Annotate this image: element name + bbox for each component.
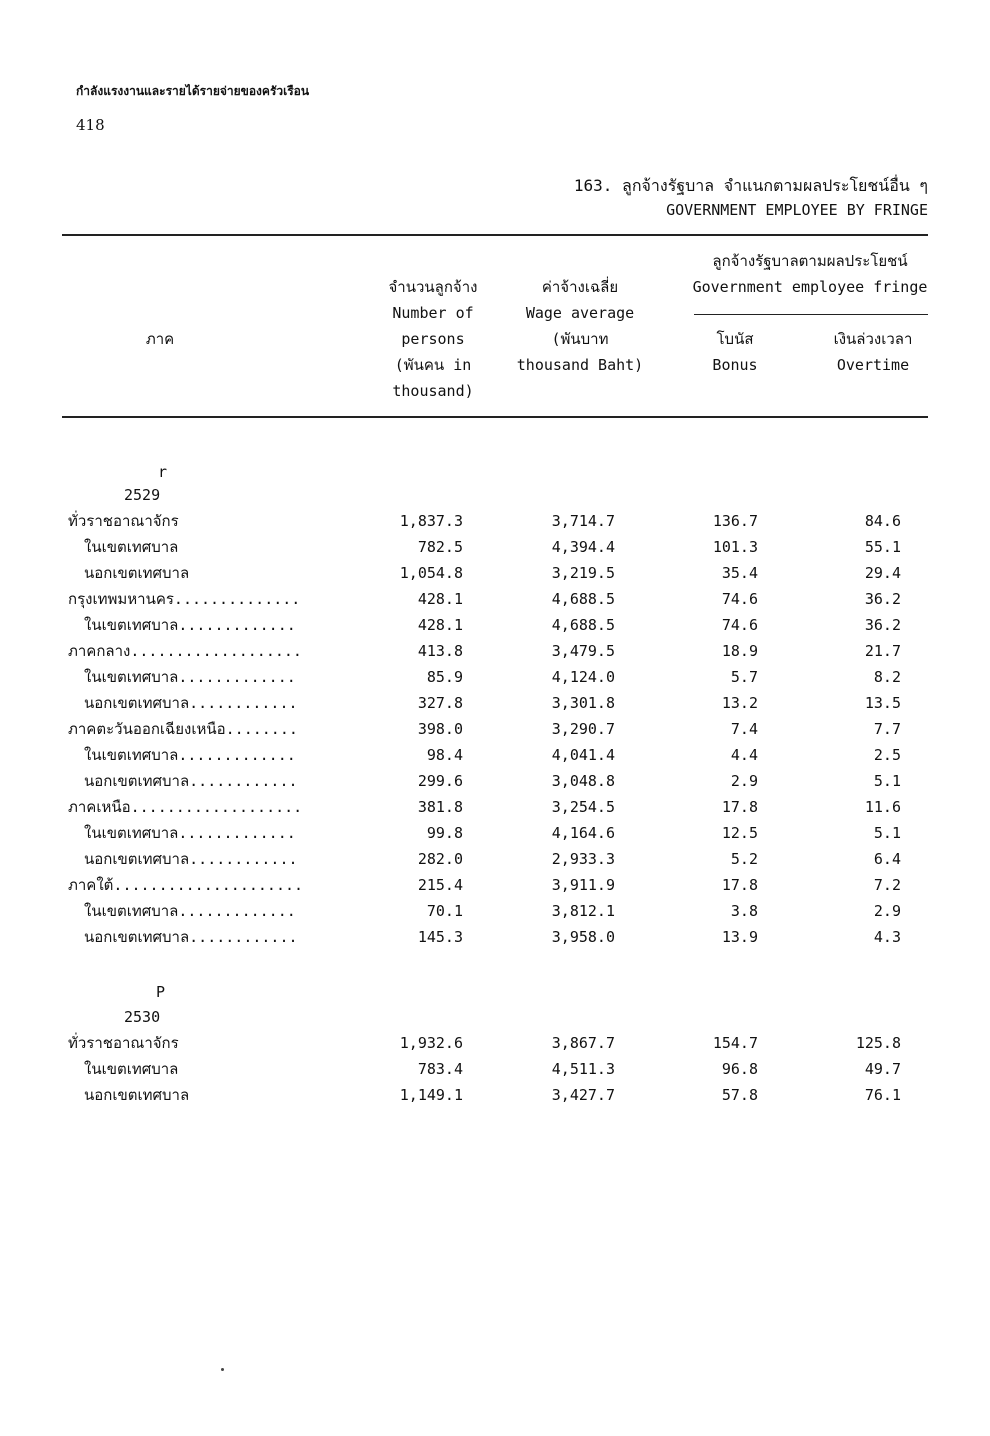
overtime-value: 21.7 — [864, 642, 901, 660]
bonus-value: 3.8 — [730, 902, 758, 920]
header-overtime-line: เงินล่วงเวลา — [833, 330, 913, 348]
overtime-value: 8.2 — [873, 668, 901, 686]
header-persons-line: thousand) — [392, 382, 474, 400]
table-row — [0, 716, 990, 742]
overtime-value: 5.1 — [873, 772, 901, 790]
wage-value: 4,394.4 — [551, 538, 615, 556]
overtime-value: 13.5 — [864, 694, 901, 712]
table-row — [0, 638, 990, 664]
bonus-value: 96.8 — [721, 1060, 758, 1078]
table-row — [0, 586, 990, 612]
wage-value: 3,427.7 — [551, 1086, 615, 1104]
wage-value: 4,688.5 — [551, 590, 615, 608]
bonus-value: 74.6 — [721, 590, 758, 608]
wage-value: 3,048.8 — [551, 772, 615, 790]
persons-value: 398.0 — [417, 720, 463, 738]
overtime-value: 7.2 — [873, 876, 901, 894]
wage-value: 3,958.0 — [551, 928, 615, 946]
section-year: 2529 — [124, 486, 161, 504]
region-label: ภาคใต้..................... — [68, 876, 304, 894]
table-row — [0, 690, 990, 716]
wage-value: 4,164.6 — [551, 824, 615, 842]
overtime-value: 2.9 — [873, 902, 901, 920]
bonus-value: 101.3 — [712, 538, 758, 556]
overtime-value: 36.2 — [864, 616, 901, 634]
wage-value: 3,290.7 — [551, 720, 615, 738]
overtime-value: 76.1 — [864, 1086, 901, 1104]
header-fringe-line: ลูกจ้างรัฐบาลตามผลประโยชน์ — [712, 252, 908, 270]
region-label: นอกเขตเทศบาล — [84, 564, 190, 582]
overtime-value: 11.6 — [864, 798, 901, 816]
page-number: 418 — [76, 116, 105, 134]
header-wage-line: (พันบาท — [551, 330, 609, 348]
table-row — [0, 820, 990, 846]
running-head: กำลังแรงงานและรายได้รายจ่ายของครัวเรือน — [76, 84, 310, 98]
persons-value: 1,149.1 — [399, 1086, 463, 1104]
region-label: ภาคเหนือ................... — [68, 798, 303, 816]
bonus-value: 74.6 — [721, 616, 758, 634]
region-label: นอกเขตเทศบาล............ — [84, 850, 298, 868]
bonus-value: 5.7 — [730, 668, 758, 686]
overtime-value: 125.8 — [855, 1034, 901, 1052]
region-label: ในเขตเทศบาล............. — [84, 746, 296, 764]
header-bonus — [690, 326, 780, 378]
overtime-value: 2.5 — [873, 746, 901, 764]
table-row — [0, 560, 990, 586]
section-year: 2530 — [124, 1008, 161, 1026]
section-marker: r — [158, 463, 168, 481]
wage-value: 3,479.5 — [551, 642, 615, 660]
persons-value: 215.4 — [417, 876, 463, 894]
header-region-label: ภาค — [145, 330, 175, 348]
bonus-value: 18.9 — [721, 642, 758, 660]
header-overtime — [818, 326, 928, 378]
region-label: นอกเขตเทศบาล............ — [84, 694, 298, 712]
persons-value: 1,932.6 — [399, 1034, 463, 1052]
table-title-thai: 163. ลูกจ้างรัฐบาล จำแนกตามผลประโยชน์อื่น ๆ — [573, 176, 928, 195]
overtime-value: 49.7 — [864, 1060, 901, 1078]
wage-value: 3,254.5 — [551, 798, 615, 816]
bonus-value: 17.8 — [721, 876, 758, 894]
region-label: ภาคกลาง................... — [68, 642, 302, 660]
overtime-value: 55.1 — [864, 538, 901, 556]
overtime-value: 84.6 — [864, 512, 901, 530]
persons-value: 428.1 — [417, 616, 463, 634]
bonus-value: 4.4 — [730, 746, 758, 764]
header-persons — [368, 274, 498, 404]
header-wage-line: thousand Baht) — [516, 356, 644, 374]
persons-value: 299.6 — [417, 772, 463, 790]
overtime-value: 7.7 — [873, 720, 901, 738]
table-row — [0, 612, 990, 638]
overtime-value: 6.4 — [873, 850, 901, 868]
region-label: ภาคตะวันออกเฉียงเหนือ........ — [68, 720, 298, 738]
region-label: ทั่วราชอาณาจักร — [68, 512, 179, 530]
table-row — [0, 534, 990, 560]
section-marker: P — [156, 983, 166, 1001]
header-bonus-line: โบนัส — [716, 330, 754, 348]
header-bottom-rule — [62, 416, 928, 418]
table-row — [0, 1030, 990, 1056]
wage-value: 3,714.7 — [551, 512, 615, 530]
persons-value: 282.0 — [417, 850, 463, 868]
table-row — [0, 1056, 990, 1082]
bonus-value: 17.8 — [721, 798, 758, 816]
table-row — [0, 508, 990, 534]
bonus-value: 5.2 — [730, 850, 758, 868]
stray-dot — [221, 1368, 224, 1371]
wage-value: 4,041.4 — [551, 746, 615, 764]
region-label: ในเขตเทศบาล — [84, 1060, 179, 1078]
bonus-value: 13.2 — [721, 694, 758, 712]
persons-value: 1,837.3 — [399, 512, 463, 530]
header-fringe-rule — [694, 314, 928, 315]
header-wage — [510, 274, 650, 378]
table-title-english: GOVERNMENT EMPLOYEE BY FRINGE — [666, 201, 928, 219]
persons-value: 782.5 — [417, 538, 463, 556]
table-row — [0, 846, 990, 872]
header-region — [130, 326, 190, 352]
persons-value: 99.8 — [426, 824, 463, 842]
wage-value: 3,301.8 — [551, 694, 615, 712]
region-label: ในเขตเทศบาล............. — [84, 902, 296, 920]
wage-value: 4,511.3 — [551, 1060, 615, 1078]
table-row — [0, 742, 990, 768]
wage-value: 3,867.7 — [551, 1034, 615, 1052]
bonus-value: 154.7 — [712, 1034, 758, 1052]
table-row — [0, 1082, 990, 1108]
wage-value: 3,219.5 — [551, 564, 615, 582]
persons-value: 428.1 — [417, 590, 463, 608]
region-label: นอกเขตเทศบาล — [84, 1086, 190, 1104]
wage-value: 3,812.1 — [551, 902, 615, 920]
persons-value: 145.3 — [417, 928, 463, 946]
persons-value: 327.8 — [417, 694, 463, 712]
header-bonus-line: Bonus — [712, 356, 758, 374]
wage-value: 2,933.3 — [551, 850, 615, 868]
region-label: ในเขตเทศบาล — [84, 538, 179, 556]
table-row — [0, 898, 990, 924]
region-label: ในเขตเทศบาล............. — [84, 668, 296, 686]
header-persons-line: (พันคน in — [394, 356, 472, 374]
wage-value: 4,124.0 — [551, 668, 615, 686]
header-overtime-line: Overtime — [836, 356, 910, 374]
table-row — [0, 872, 990, 898]
header-persons-line: จำนวนลูกจ้าง — [388, 278, 478, 296]
wage-value: 3,911.9 — [551, 876, 615, 894]
table-row — [0, 924, 990, 950]
bonus-value: 35.4 — [721, 564, 758, 582]
bonus-value: 7.4 — [730, 720, 758, 738]
region-label: นอกเขตเทศบาล............ — [84, 928, 298, 946]
persons-value: 783.4 — [417, 1060, 463, 1078]
header-wage-line: ค่าจ้างเฉลี่ย — [541, 278, 619, 296]
header-wage-line: Wage average — [525, 304, 635, 322]
persons-value: 98.4 — [426, 746, 463, 764]
header-fringe-line: Government employee fringe — [692, 278, 928, 296]
persons-value: 381.8 — [417, 798, 463, 816]
region-label: ในเขตเทศบาล............. — [84, 616, 296, 634]
persons-value: 70.1 — [426, 902, 463, 920]
bonus-value: 57.8 — [721, 1086, 758, 1104]
header-fringe-group — [690, 248, 930, 300]
overtime-value: 4.3 — [873, 928, 901, 946]
header-persons-line: persons — [401, 330, 465, 348]
persons-value: 85.9 — [426, 668, 463, 686]
table-row — [0, 768, 990, 794]
bonus-value: 2.9 — [730, 772, 758, 790]
table-row — [0, 794, 990, 820]
bonus-value: 12.5 — [721, 824, 758, 842]
region-label: ทั่วราชอาณาจักร — [68, 1034, 179, 1052]
wage-value: 4,688.5 — [551, 616, 615, 634]
overtime-value: 36.2 — [864, 590, 901, 608]
region-label: ในเขตเทศบาล............. — [84, 824, 296, 842]
region-label: กรุงเทพมหานคร.............. — [68, 590, 301, 608]
table-top-rule — [62, 234, 928, 236]
bonus-value: 136.7 — [712, 512, 758, 530]
table-row — [0, 664, 990, 690]
region-label: นอกเขตเทศบาล............ — [84, 772, 298, 790]
persons-value: 1,054.8 — [399, 564, 463, 582]
header-persons-line: Number of — [392, 304, 474, 322]
persons-value: 413.8 — [417, 642, 463, 660]
bonus-value: 13.9 — [721, 928, 758, 946]
overtime-value: 5.1 — [873, 824, 901, 842]
overtime-value: 29.4 — [864, 564, 901, 582]
